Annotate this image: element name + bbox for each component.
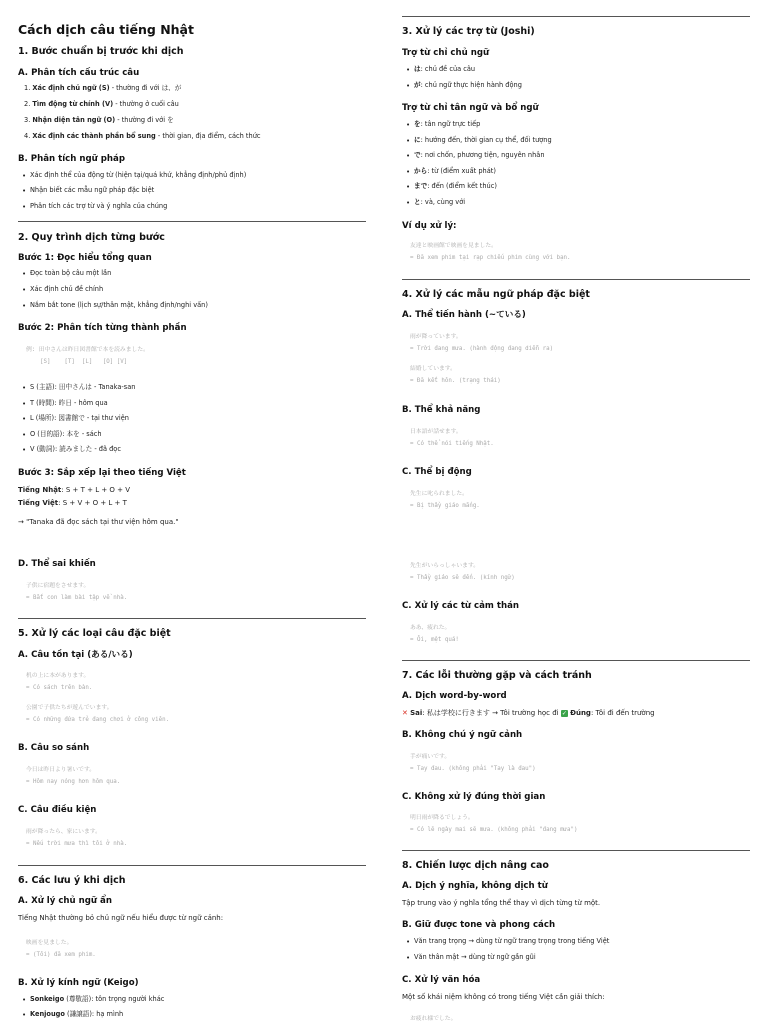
- paragraph: Tập trung vào ý nghĩa tổng thể thay vì dịch từng từ một.: [402, 899, 601, 907]
- subject-particles-heading: Trợ từ chỉ chủ ngữ: [402, 48, 490, 58]
- example-translation: = Hôm nay nóng hơn hôm qua.: [26, 779, 121, 785]
- section-divider: [18, 221, 366, 222]
- example-japanese: 子供に宿題をさせます。: [26, 583, 90, 589]
- example-translation: = Có những đứa trẻ đang chơi ở công viên.: [26, 717, 170, 723]
- section-8c-heading: C. Xử lý văn hóa: [402, 975, 481, 985]
- section-4b-heading: B. Thể khả năng: [402, 405, 481, 415]
- section-8-heading: 8. Chiến lược dịch nâng cao: [402, 860, 549, 871]
- section-7c-heading: C. Không xử lý đúng thời gian: [402, 792, 546, 802]
- list-item: • S (主語): 田中さんは - Tanaka-san: [22, 383, 136, 392]
- list-item: • が: chủ ngữ thực hiện hành động: [406, 81, 522, 90]
- list-item: 4. Xác định các thành phần bổ sung - thời gian, địa điểm, cách thức: [24, 132, 261, 140]
- list-item: 1. Xác định chủ ngữ (S) - thường đi với は、が: [24, 84, 182, 92]
- section-5b-heading: B. Câu so sánh: [18, 743, 90, 753]
- list-item: • Văn thân mật → dùng từ ngữ gần gũi: [406, 953, 536, 962]
- section-4c-heading: C. Thể bị động: [402, 467, 472, 477]
- section-divider: [18, 865, 366, 866]
- list-item: • Xác định chủ đề chính: [22, 285, 104, 294]
- list-item: • Nhận biết các mẫu ngữ pháp đặc biệt: [22, 186, 155, 195]
- example-translation: = Bắt con làm bài tập về nhà.: [26, 595, 128, 601]
- example-translation: = Đã kết hôn. (trạng thái): [410, 378, 501, 384]
- example-japanese: 映画を見ました。: [26, 940, 73, 946]
- example-japanese: 先生がいらっしゃいます。: [410, 563, 480, 569]
- example-translation: = Có sách trên bàn.: [26, 685, 93, 691]
- translation-result: → "Tanaka đã đọc sách tại thư viện hôm qua.": [18, 518, 179, 526]
- paragraph: Tiếng Nhật thường bỏ chủ ngữ nếu hiểu được từ ngữ cảnh:: [18, 914, 224, 922]
- list-item: • は: chủ đề của câu: [406, 65, 476, 74]
- section-divider: [18, 618, 366, 619]
- example-translation: = Trời đang mưa. (hành động đang diễn ra): [410, 346, 554, 352]
- example-japanese: 結婚しています。: [410, 366, 456, 372]
- section-6b-heading: B. Xử lý kính ngữ (Keigo): [18, 978, 139, 988]
- list-item: • V (動詞): 読みました - đã đọc: [22, 445, 121, 454]
- example-japanese: 友達と映画館で映画を見ました。: [410, 243, 497, 249]
- object-particles-heading: Trợ từ chỉ tân ngữ và bổ ngữ: [402, 103, 539, 113]
- example-japanese: 日本語が話せます。: [410, 429, 462, 435]
- section-divider: [402, 279, 750, 280]
- section-divider: [402, 850, 750, 851]
- example-japanese: 明日雨が降るでしょう。: [410, 815, 474, 821]
- section-8b-heading: B. Giữ được tone và phong cách: [402, 920, 556, 930]
- section-7-heading: 7. Các lỗi thường gặp và cách tránh: [402, 670, 592, 681]
- interjection-heading: C. Xử lý các từ cảm thán: [402, 601, 520, 611]
- causative-heading: D. Thể sai khiến: [18, 559, 96, 569]
- list-item: • に: hướng đến, thời gian cụ thể, đối tượng: [406, 136, 552, 145]
- list-item: • Xác định thể của động từ (hiện tại/quá khứ, khẳng định/phủ định): [22, 171, 247, 180]
- list-item: 3. Nhận diện tân ngữ (O) - thường đi với を: [24, 116, 174, 124]
- check-mark-icon: ✓: [561, 709, 567, 717]
- section-3-heading: 3. Xử lý các trợ từ (Joshi): [402, 26, 535, 37]
- section-7b-heading: B. Không chú ý ngữ cảnh: [402, 730, 523, 740]
- step-2-heading: Bước 2: Phân tích từng thành phần: [18, 323, 187, 333]
- list-item: 2. Tìm động từ chính (V) - thường ở cuối câu: [24, 100, 179, 108]
- list-item: • L (場所): 図書館で - tại thư viện: [22, 414, 129, 423]
- example-japanese: 先生に叱られました。: [410, 491, 468, 497]
- section-8a-heading: A. Dịch ý nghĩa, không dịch từ: [402, 881, 548, 891]
- section-6a-heading: A. Xử lý chủ ngữ ẩn: [18, 896, 112, 906]
- example-japanese: 例: 田中さんは昨日図書館で本を読みました。: [26, 347, 149, 353]
- list-item: • から: từ (điểm xuất phát): [406, 167, 496, 176]
- section-divider: [402, 660, 750, 661]
- word-order-vietnamese: Tiếng Việt: S + V + O + L + T: [18, 499, 127, 507]
- example-translation: = (Tôi) đã xem phim.: [26, 952, 96, 958]
- example-japanese: ああ、疲れた。: [410, 625, 451, 631]
- step-3-heading: Bước 3: Sắp xếp lại theo tiếng Việt: [18, 468, 186, 478]
- example-japanese: 雨が降っています。: [410, 334, 462, 340]
- section-2-heading: 2. Quy trình dịch từng bước: [18, 232, 165, 243]
- example-japanese: 手が痛いです。: [410, 754, 451, 760]
- example-translation: = Có lẽ ngày mai sẽ mưa. (không phải "đang mưa"): [410, 827, 578, 833]
- example-translation: = Bị thầy giáo mắng.: [410, 503, 480, 509]
- example-japanese: 公園で子供たちが遊んでいます。: [26, 705, 113, 711]
- list-item: • を: tân ngữ trực tiếp: [406, 120, 481, 129]
- cross-mark-icon: ✕: [402, 709, 408, 717]
- example-heading: Ví dụ xử lý:: [402, 221, 457, 231]
- section-5-heading: 5. Xử lý các loại câu đặc biệt: [18, 628, 171, 639]
- section-4a-heading: A. Thể tiến hành (~ている): [402, 310, 526, 320]
- list-item: • と: và, cùng với: [406, 198, 466, 207]
- word-by-word-example: ✕ Sai: 私は学校に行きます → Tôi trường học đi ✓ Đúng: Tôi đi đến trường: [402, 709, 655, 717]
- example-japanese: お疲れ様でした。: [410, 1016, 457, 1022]
- example-japanese: 今日は昨日より暑いです。: [26, 767, 96, 773]
- word-order-japanese: Tiếng Nhật: S + T + L + O + V: [18, 486, 131, 494]
- list-item: • Đọc toàn bộ câu một lần: [22, 269, 112, 278]
- list-item: • Sonkeigo (尊敬語): tôn trọng người khác: [22, 995, 165, 1004]
- paragraph: Một số khái niệm không có trong tiếng Việt cần giải thích:: [402, 993, 605, 1001]
- list-item: • Nắm bắt tone (lịch sự/thân mật, khẳng định/nghi vấn): [22, 301, 208, 310]
- example-translation: = Nếu trời mưa thì tôi ở nhà.: [26, 841, 128, 847]
- list-item: • Kenjougo (謙譲語): hạ mình: [22, 1010, 124, 1019]
- example-translation: = Thầy giáo sẽ đến. (kính ngữ): [410, 575, 515, 581]
- example-japanese: 雨が降ったら、家にいます。: [26, 829, 101, 835]
- example-annotation: [S] [T] [L] [O] [V]: [40, 359, 128, 365]
- section-1-heading: 1. Bước chuẩn bị trước khi dịch: [18, 46, 184, 57]
- list-item: • で: nơi chốn, phương tiện, nguyên nhân: [406, 151, 545, 160]
- example-translation: = Ôi, mệt quá!: [410, 637, 459, 643]
- example-translation: = Tay đau. (không phải "Tay là đau"): [410, 766, 536, 772]
- step-1-heading: Bước 1: Đọc hiểu tổng quan: [18, 253, 152, 263]
- section-5a-heading: A. Câu tồn tại (ある/いる): [18, 650, 133, 660]
- section-1b-heading: B. Phân tích ngữ pháp: [18, 154, 125, 164]
- list-item: • まで: đến (điểm kết thúc): [406, 182, 497, 191]
- list-item: • O (目的語): 本を - sách: [22, 430, 102, 439]
- list-item: • T (時間): 昨日 - hôm qua: [22, 399, 108, 408]
- section-5c-heading: C. Câu điều kiện: [18, 805, 97, 815]
- page-title: Cách dịch câu tiếng Nhật: [18, 22, 194, 37]
- section-6-heading: 6. Các lưu ý khi dịch: [18, 875, 126, 886]
- section-1a-heading: A. Phân tích cấu trúc câu: [18, 68, 140, 78]
- list-item: • Phân tích các trợ từ và ý nghĩa của chúng: [22, 202, 168, 211]
- section-4-heading: 4. Xử lý các mẫu ngữ pháp đặc biệt: [402, 289, 590, 300]
- list-item: • Văn trang trọng → dùng từ ngữ trang trọng trong tiếng Việt: [406, 937, 610, 946]
- example-japanese: 机の上に本があります。: [26, 673, 90, 679]
- example-translation: = Có thể nói tiếng Nhật.: [410, 441, 494, 447]
- section-divider: [402, 16, 750, 17]
- section-7a-heading: A. Dịch word-by-word: [402, 691, 507, 701]
- example-translation: = Đã xem phim tại rạp chiếu phim cùng với bạn.: [410, 255, 571, 261]
